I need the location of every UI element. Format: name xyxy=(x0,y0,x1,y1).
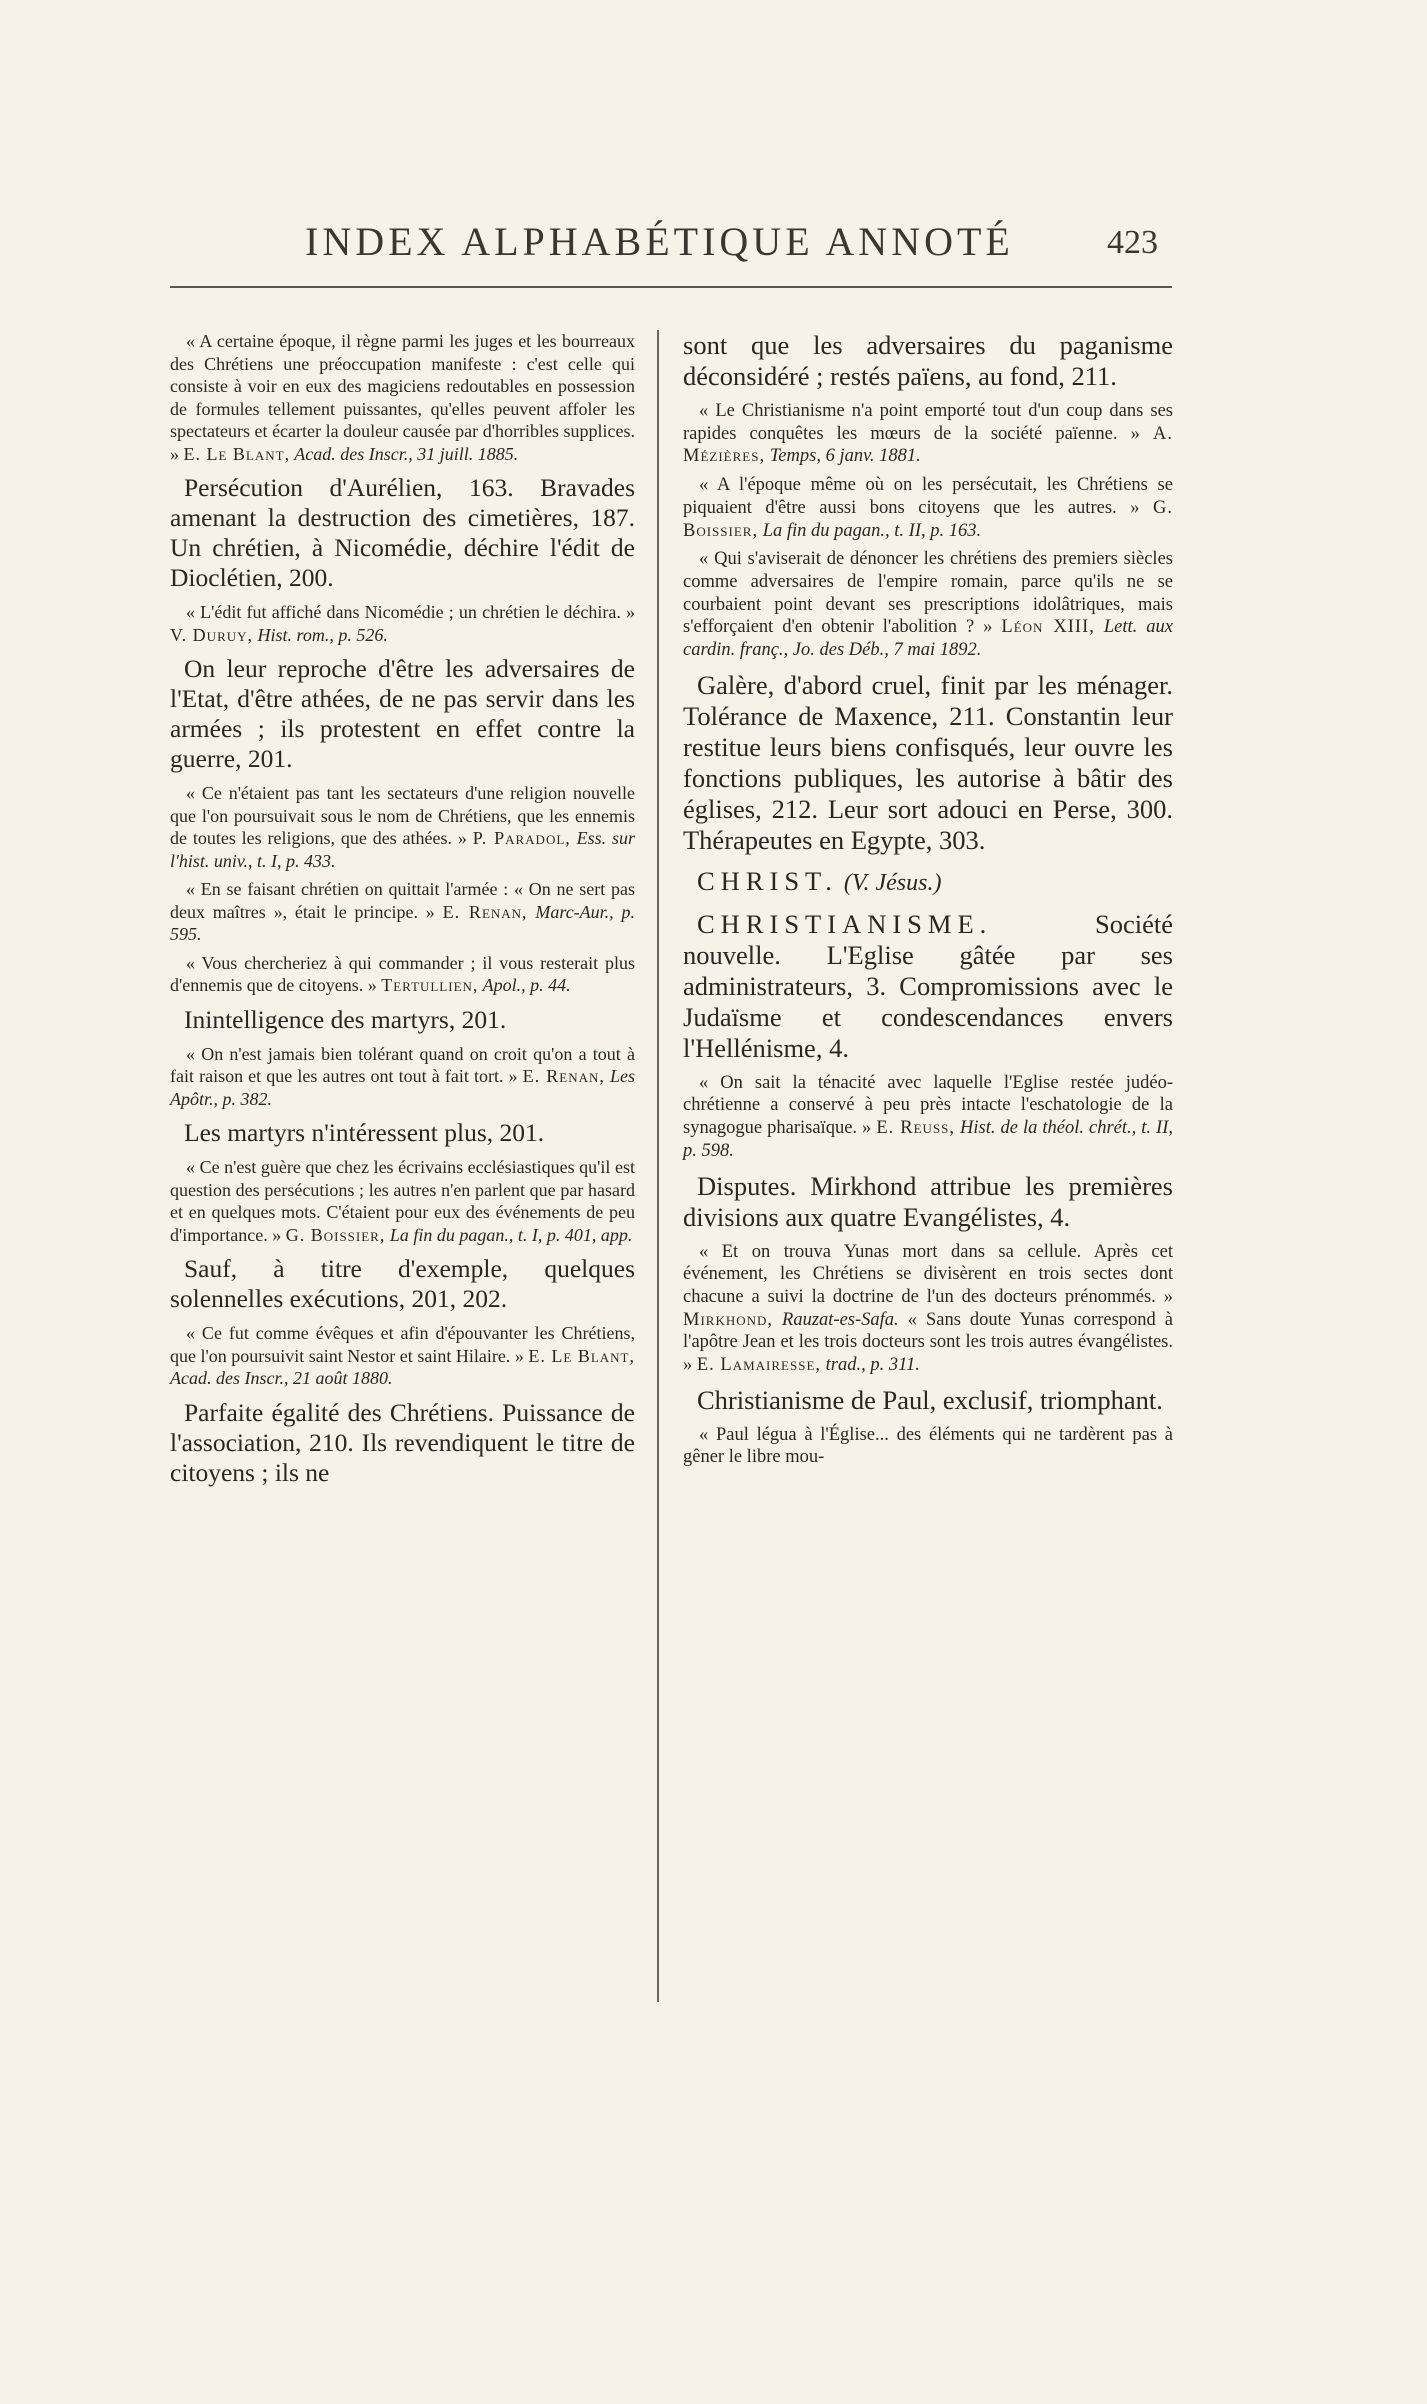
quote: « Le Christianisme n'a point emporté tout d'un coup dans ses rapides conquêtes les mœurs de la société païenne. » A. Mézières, Temps, 6 janv. 1881. xyxy=(683,401,1173,467)
quote: « Ce n'est guère que chez les écrivains ecclésiastiques qu'il est question des persécutions ; les autres n'en parlent que par hasard et en quelques mots. C'étaient pour eux des événements de peu d'importance. » G. Boissier, La fin du pagan., t. I, p. 401, app. xyxy=(170,1157,635,1245)
index-entry: On leur reproche d'être les adversaires de l'Etat, d'être athées, de ne pas servir dans les armées ; ils protestent en effet contre la guerre, 201. xyxy=(170,654,635,773)
index-entry: Les martyrs n'intéressent plus, 201. xyxy=(184,1118,545,1147)
index-heading-christianisme: CHRISTIANISME. Société nouvelle. L'Eglise gâtée par ses administrateurs, 3. Compromissions avec le Judaïsme et condescendances envers l'Hellénisme, 4. xyxy=(683,908,1173,1063)
index-entry-continued: sont que les adversaires du paganisme déconsidéré ; restés païens, au fond, 211. xyxy=(683,330,1173,391)
quote: « L'édit fut affiché dans Nicomédie ; un chrétien le déchira. » V. Duruy, Hist. rom., p. 526. xyxy=(170,602,635,645)
index-entry: Parfaite égalité des Chrétiens. Puissance de l'association, 210. Ils revendiquent le titre de citoyens ; ils ne xyxy=(170,1397,635,1487)
quote: « Vous chercheriez à qui commander ; il vous resterait plus d'ennemis que de citoyens. » Tertullien, Apol., p. 44. xyxy=(170,952,635,995)
index-entry: Persécution d'Aurélien, 163. Bravades amenant la destruction des cimetières, 187. Un chrétien, à Nicomédie, déchire l'édit de Dioclétien, 200. xyxy=(170,473,635,592)
left-column xyxy=(170,330,635,1496)
quote: « A l'époque même où on les persécutait, les Chrétiens se piquaient d'être aussi bons citoyens que les autres. » G. Boissier, La fin du pagan., t. II, p. 163. xyxy=(683,475,1173,541)
quote: « Ce n'étaient pas tant les sectateurs d'une religion nouvelle que l'on poursuivait sous le nom de Chrétiens, que les ennemis de toutes les religions, que des athées. » P. Paradol, Ess. sur l'hist. univ., t. I, p. 433. xyxy=(170,783,635,871)
index-entry: Sauf, à titre d'exemple, quelques solennelles exécutions, 201, 202. xyxy=(170,1254,635,1313)
quote: « On sait la ténacité avec laquelle l'Eglise restée judéo-chrétienne a conservé à peu près intacte l'eschatologie de la synagogue pharisaïque. » E. Reuss, Hist. de la théol. chrét., t. II, p. 598. xyxy=(683,1072,1173,1161)
column-divider xyxy=(657,330,659,2002)
quote: « Qui s'aviserait de dénoncer les chrétiens des premiers siècles comme adversaires de l'empire romain, parce qu'ils ne se courbaient point devant ses prescriptions idolâtriques, mais s'efforçaient d'en obtenir l'abolition ? » Léon XIII, Lett. aux cardin. franç., Jo. des Déb., 7 mai 1892. xyxy=(683,549,1173,661)
header-rule xyxy=(170,286,1172,288)
page-number: 423 xyxy=(1107,224,1158,261)
quote: « Et on trouva Yunas mort dans sa cellule. Après cet événement, les Chrétiens se divisèrent en trois sectes dont chacune a suivi la doctrine de l'un des docteurs prénommés. » Mirkhond, Rauzat-es-Safa. « Sans doute Yunas correspond à l'apôtre Jean et les trois docteurs sont les trois autres évangélistes. » E. Lamairesse, trad., p. 311. xyxy=(683,1241,1173,1376)
quote: « On n'est jamais bien tolérant quand on croit qu'on a tout à fait raison et que les autres ont tout à fait tort. » E. Renan, Les Apôtr., p. 382. xyxy=(170,1043,636,1109)
quote: « A certaine époque, il règne parmi les juges et les bourreaux des Chrétiens une préoccupation manifeste : c'est celle qui consiste à voir en eux des magiciens redoutables en possession de formules tellement puissantes, qu'elles peuvent affoler les spectateurs et écarter la douleur causée par d'horribles supplices. » E. Le Blant, Acad. des Inscr., 31 juill. 1885. xyxy=(170,331,635,464)
index-entry: Disputes. Mirkhond attribue les premières divisions aux quatre Evangélistes, 4. xyxy=(683,1170,1173,1232)
index-entry: Christianisme de Paul, exclusif, triomphant. xyxy=(697,1384,1163,1415)
quote: « Paul légua à l'Église... des éléments qui ne tardèrent pas à gêner le libre mou- xyxy=(683,1424,1173,1468)
quote: « Ce fut comme évêques et afin d'épouvanter les Chrétiens, que l'on poursuivit saint Nestor et saint Hilaire. » E. Le Blant, Acad. des Inscr., 21 août 1880. xyxy=(170,1323,635,1388)
right-column xyxy=(683,330,1173,1475)
running-title: INDEX ALPHABÉTIQUE ANNOTÉ xyxy=(305,219,1014,264)
index-heading-christ: CHRIST. (V. Jésus.) xyxy=(697,865,942,896)
index-entry: Galère, d'abord cruel, finit par les ménager. Tolérance de Maxence, 211. Constantin leur restitue leurs biens confisqués, leur ouvre les fonctions publiques, les autorise à bâtir des églises, 212. Leur sort adouci en Perse, 300. Thérapeutes en Egypte, 303. xyxy=(683,669,1173,855)
index-entry: Inintelligence des martyrs, 201. xyxy=(184,1004,507,1034)
quote: « En se faisant chrétien on quittait l'armée : « On ne sert pas deux maîtres », était le principe. » E. Renan, Marc-Aur., p. 595. xyxy=(170,879,635,944)
